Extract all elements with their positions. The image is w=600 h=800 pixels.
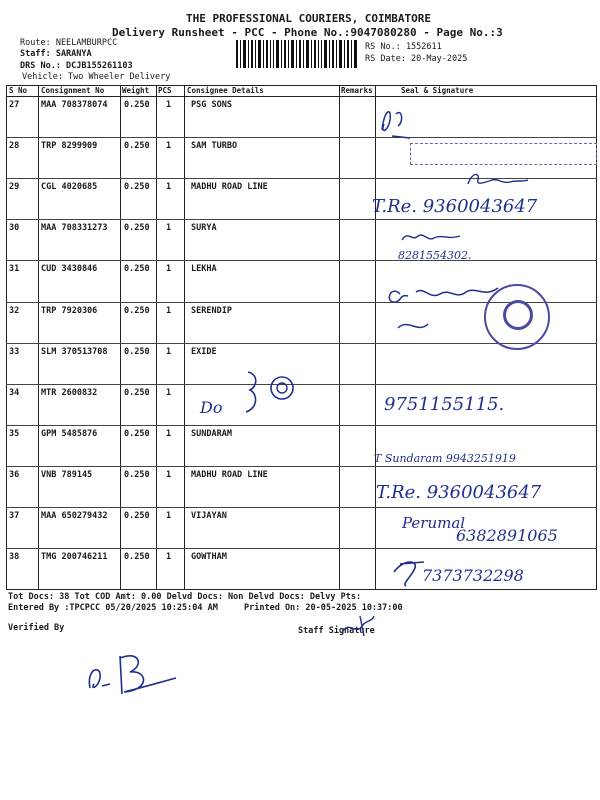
- handwriting-row34: 9751155115.: [384, 394, 505, 415]
- cell-sno: 33: [9, 346, 20, 357]
- cell-consignee: SERENDIP: [191, 305, 232, 316]
- cell-pcs: 1: [166, 182, 172, 193]
- verified-by-label: Verified By: [8, 623, 65, 633]
- cell-weight: 0.250: [124, 182, 150, 193]
- cell-sno: 38: [9, 552, 20, 563]
- cell-sno: 28: [9, 141, 20, 152]
- cell-consignment: MAA 708378074: [41, 100, 108, 110]
- signature-row30: [398, 228, 468, 246]
- runsheet-subtitle: Delivery Runsheet - PCC - Phone No.:9047080280 - Page No.:3: [112, 26, 503, 39]
- cell-pcs: 1: [166, 305, 172, 316]
- company-title: THE PROFESSIONAL COURIERS, COIMBATORE: [186, 12, 432, 25]
- staff-signature-label: Staff Signature: [298, 626, 375, 636]
- cell-consignee: SURYA: [191, 223, 217, 234]
- cell-pcs: 1: [166, 100, 172, 110]
- cell-sno: 29: [9, 182, 20, 193]
- route-label: Route: NEELAMBURPCC: [20, 38, 118, 48]
- handwriting-row35: T Sundaram 9943251919: [374, 452, 516, 465]
- cell-pcs: 1: [166, 223, 172, 234]
- entered-by: Entered By :TPCPCC 05/20/2025 10:25:04 AM: [8, 603, 218, 613]
- cell-consignment: VNB 789145: [41, 469, 93, 480]
- handwriting-row37-phone: 6382891065: [456, 526, 558, 545]
- cell-weight: 0.250: [124, 223, 150, 234]
- handwriting-row34-note: Do: [200, 398, 223, 417]
- col-seal-signature: Seal & Signature: [401, 86, 474, 95]
- signature-row27: [370, 100, 430, 142]
- cell-consignee: SAM TURBO: [191, 141, 238, 152]
- cell-sno: 37: [9, 511, 20, 521]
- cell-consignee: MADHU ROAD LINE: [191, 182, 268, 193]
- cell-pcs: 1: [166, 346, 172, 357]
- printed-on: Printed On: 20-05-2025 10:37:00: [244, 603, 403, 613]
- vehicle-label: Vehicle: Two Wheeler Delivery: [22, 72, 171, 82]
- cell-consignee: PSG SONS: [191, 100, 232, 110]
- cell-weight: 0.250: [124, 511, 150, 521]
- staff-label: Staff: SARANYA: [20, 49, 92, 59]
- cell-pcs: 1: [166, 469, 172, 480]
- staff-signature-mark: [338, 612, 378, 640]
- cell-sno: 27: [9, 100, 20, 110]
- cell-weight: 0.250: [124, 469, 150, 480]
- handwriting-row29: T.Re. 9360043647: [372, 196, 538, 217]
- verifier-signature: [80, 644, 180, 700]
- cell-sno: 30: [9, 223, 20, 234]
- cell-pcs: 1: [166, 428, 172, 439]
- cell-consignment: TRP 8299909: [41, 141, 98, 152]
- cell-pcs: 1: [166, 387, 172, 398]
- cell-consignment: SLM 370513708: [41, 346, 108, 357]
- cell-consignment: MAA 708331273: [41, 223, 108, 234]
- cell-weight: 0.250: [124, 552, 150, 563]
- drs-number: DRS No.: DCJB155261103: [20, 61, 133, 71]
- bank-seal-logo: [503, 300, 533, 330]
- col-pcs: PCS: [158, 86, 172, 95]
- cell-weight: 0.250: [124, 305, 150, 316]
- cell-consignee: SUNDARAM: [191, 428, 232, 439]
- cell-consignee: VIJAYAN: [191, 511, 227, 521]
- cell-weight: 0.250: [124, 387, 150, 398]
- cell-sno: 34: [9, 387, 20, 398]
- handwriting-row38: 7373732298: [422, 566, 524, 585]
- col-sno: S No: [9, 86, 28, 95]
- cell-consignment: MAA 650279432: [41, 511, 108, 521]
- cell-consignment: TMG 200746211: [41, 552, 108, 563]
- cell-weight: 0.250: [124, 428, 150, 439]
- cell-pcs: 1: [166, 552, 172, 563]
- cell-consignee: EXIDE: [191, 346, 217, 357]
- cell-weight: 0.250: [124, 141, 150, 152]
- cell-weight: 0.250: [124, 100, 150, 110]
- col-consignment: Consignment No: [41, 86, 105, 95]
- cell-consignee: GOWTHAM: [191, 552, 227, 563]
- cell-consignee: MADHU ROAD LINE: [191, 469, 268, 480]
- cell-weight: 0.250: [124, 264, 150, 275]
- signature-row28: [462, 168, 532, 190]
- handwriting-row37-name: Perumal: [402, 514, 466, 532]
- handwriting-row31: 8281554302.: [398, 249, 472, 262]
- totals-line: Tot Docs: 38 Tot COD Amt: 0.00 Delvd Docs: Non Delvd Docs: Delvy Pts:: [8, 592, 362, 602]
- cell-sno: 32: [9, 305, 20, 316]
- cell-consignee: LEKHA: [191, 264, 217, 275]
- cell-consignment: CGL 4020685: [41, 182, 98, 193]
- cell-sno: 35: [9, 428, 20, 439]
- col-consignee: Consignee Details: [187, 86, 264, 95]
- cell-consignment: CUD 3430846: [41, 264, 98, 275]
- cell-weight: 0.250: [124, 346, 150, 357]
- cell-consignment: MTR 2600832: [41, 387, 98, 398]
- barcode: [236, 40, 360, 68]
- col-remarks: Remarks: [341, 86, 373, 95]
- rs-number: RS No.: 1552611: [365, 42, 442, 52]
- cell-pcs: 1: [166, 264, 172, 275]
- cell-sno: 36: [9, 469, 20, 480]
- cell-consignment: GPM 5485876: [41, 428, 98, 439]
- cell-pcs: 1: [166, 141, 172, 152]
- rs-date: RS Date: 20-May-2025: [365, 54, 468, 64]
- company-stamp: [410, 143, 597, 165]
- handwriting-row36: T.Re. 9360043647: [376, 482, 542, 503]
- cell-sno: 31: [9, 264, 20, 275]
- col-weight: Weight: [122, 86, 150, 95]
- signature-row34-mark: [240, 364, 310, 418]
- cell-pcs: 1: [166, 511, 172, 521]
- cell-consignment: TRP 7920306: [41, 305, 98, 316]
